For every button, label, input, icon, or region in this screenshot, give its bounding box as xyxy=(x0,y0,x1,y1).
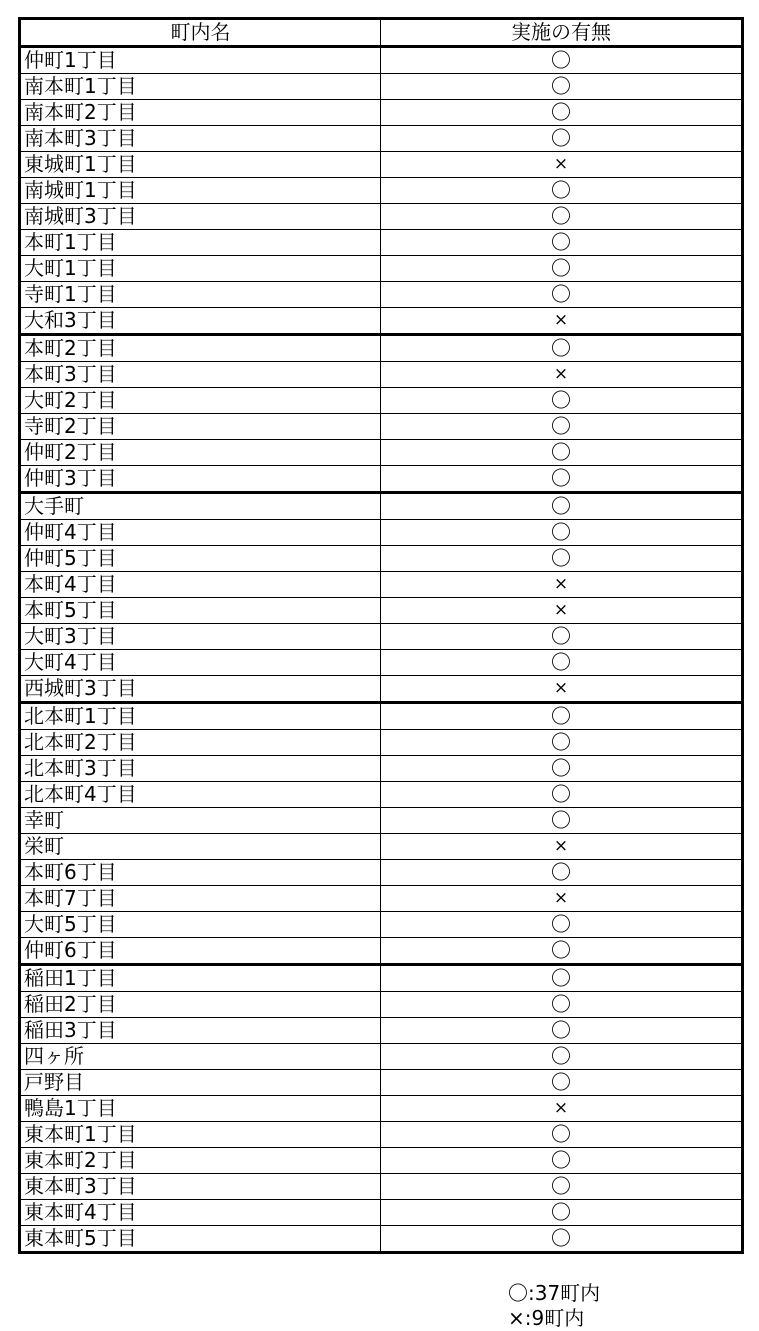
table-row xyxy=(20,1148,743,1174)
table-row xyxy=(20,965,743,992)
implemented-mark: 〇 xyxy=(381,1226,743,1253)
table-row xyxy=(20,1200,743,1226)
implemented-mark: 〇 xyxy=(381,650,743,676)
table-row xyxy=(20,178,743,204)
not-implemented-mark: × xyxy=(381,1096,743,1122)
town-name-cell: 仲町2丁目 xyxy=(20,440,381,466)
table-row xyxy=(20,126,743,152)
table-row xyxy=(20,74,743,100)
table-row xyxy=(20,730,743,756)
implemented-mark: 〇 xyxy=(381,47,743,74)
table-row xyxy=(20,308,743,335)
implemented-mark: 〇 xyxy=(381,912,743,938)
implemented-mark: 〇 xyxy=(381,388,743,414)
implemented-mark: 〇 xyxy=(381,178,743,204)
table-row xyxy=(20,414,743,440)
table-row xyxy=(20,1226,743,1253)
implemented-mark: 〇 xyxy=(381,730,743,756)
implemented-mark: 〇 xyxy=(381,126,743,152)
town-name-cell: 戸野目 xyxy=(20,1070,381,1096)
table-row xyxy=(20,650,743,676)
not-implemented-mark: × xyxy=(381,308,743,335)
town-name-cell: 大町1丁目 xyxy=(20,256,381,282)
table-row xyxy=(20,598,743,624)
town-name-cell: 仲町4丁目 xyxy=(20,520,381,546)
town-name-cell: 幸町 xyxy=(20,808,381,834)
not-implemented-mark: × xyxy=(381,598,743,624)
town-name-cell: 東本町4丁目 xyxy=(20,1200,381,1226)
implemented-mark: 〇 xyxy=(381,546,743,572)
table-row xyxy=(20,466,743,493)
implemented-mark: 〇 xyxy=(381,440,743,466)
implemented-mark: 〇 xyxy=(381,703,743,730)
implemented-mark: 〇 xyxy=(381,1044,743,1070)
implemented-mark: 〇 xyxy=(381,520,743,546)
town-name-cell: 大手町 xyxy=(20,493,381,520)
table-row xyxy=(20,1174,743,1200)
summary-not-implemented-count: ×:9町内 xyxy=(508,1306,585,1330)
town-name-cell: 南城町1丁目 xyxy=(20,178,381,204)
town-name-cell: 寺町1丁目 xyxy=(20,282,381,308)
implemented-mark: 〇 xyxy=(381,1122,743,1148)
table-row xyxy=(20,230,743,256)
implemented-mark: 〇 xyxy=(381,756,743,782)
town-name-cell: 本町1丁目 xyxy=(20,230,381,256)
implemented-mark: 〇 xyxy=(381,1018,743,1044)
implemented-mark: 〇 xyxy=(381,100,743,126)
table-row xyxy=(20,256,743,282)
implemented-mark: 〇 xyxy=(381,414,743,440)
implemented-mark: 〇 xyxy=(381,335,743,362)
town-name-cell: 南城町3丁目 xyxy=(20,204,381,230)
implemented-mark: 〇 xyxy=(381,230,743,256)
town-name-cell: 稲田3丁目 xyxy=(20,1018,381,1044)
town-name-cell: 東本町5丁目 xyxy=(20,1226,381,1253)
town-name-cell: 東本町3丁目 xyxy=(20,1174,381,1200)
table-row xyxy=(20,860,743,886)
table-row xyxy=(20,834,743,860)
not-implemented-mark: × xyxy=(381,886,743,912)
implemented-mark: 〇 xyxy=(381,938,743,965)
table-row xyxy=(20,100,743,126)
table-row xyxy=(20,204,743,230)
table-row xyxy=(20,493,743,520)
table-row xyxy=(20,1044,743,1070)
implemented-mark: 〇 xyxy=(381,256,743,282)
header-town-name: 町内名 xyxy=(20,19,381,47)
town-name-cell: 北本町4丁目 xyxy=(20,782,381,808)
town-implementation-table xyxy=(18,17,744,1254)
town-name-cell: 北本町2丁目 xyxy=(20,730,381,756)
town-name-cell: 東本町1丁目 xyxy=(20,1122,381,1148)
town-name-cell: 本町3丁目 xyxy=(20,362,381,388)
town-name-cell: 東本町2丁目 xyxy=(20,1148,381,1174)
implemented-mark: 〇 xyxy=(381,493,743,520)
town-name-cell: 稲田2丁目 xyxy=(20,992,381,1018)
not-implemented-mark: × xyxy=(381,834,743,860)
implemented-mark: 〇 xyxy=(381,204,743,230)
table-row xyxy=(20,992,743,1018)
town-name-cell: 大町5丁目 xyxy=(20,912,381,938)
table-row xyxy=(20,938,743,965)
table-row xyxy=(20,362,743,388)
table-row xyxy=(20,440,743,466)
town-name-cell: 鴨島1丁目 xyxy=(20,1096,381,1122)
table-row xyxy=(20,808,743,834)
town-name-cell: 南本町1丁目 xyxy=(20,74,381,100)
header-row xyxy=(20,19,743,47)
table-row xyxy=(20,335,743,362)
table-row xyxy=(20,546,743,572)
town-name-cell: 寺町2丁目 xyxy=(20,414,381,440)
table-row xyxy=(20,47,743,74)
not-implemented-mark: × xyxy=(381,676,743,703)
not-implemented-mark: × xyxy=(381,362,743,388)
town-name-cell: 北本町3丁目 xyxy=(20,756,381,782)
town-name-cell: 本町6丁目 xyxy=(20,860,381,886)
implemented-mark: 〇 xyxy=(381,1174,743,1200)
implemented-mark: 〇 xyxy=(381,860,743,886)
implemented-mark: 〇 xyxy=(381,74,743,100)
implemented-mark: 〇 xyxy=(381,808,743,834)
implemented-mark: 〇 xyxy=(381,1200,743,1226)
table-row xyxy=(20,676,743,703)
table-row xyxy=(20,388,743,414)
implemented-mark: 〇 xyxy=(381,466,743,493)
implemented-mark: 〇 xyxy=(381,965,743,992)
summary-implemented-count: 〇:37町内 xyxy=(508,1281,601,1305)
town-name-cell: 大町4丁目 xyxy=(20,650,381,676)
table-row xyxy=(20,152,743,178)
town-name-cell: 仲町5丁目 xyxy=(20,546,381,572)
not-implemented-mark: × xyxy=(381,152,743,178)
table-row xyxy=(20,782,743,808)
town-name-cell: 本町4丁目 xyxy=(20,572,381,598)
town-name-cell: 東城町1丁目 xyxy=(20,152,381,178)
town-name-cell: 四ヶ所 xyxy=(20,1044,381,1070)
table-row xyxy=(20,1070,743,1096)
town-name-cell: 大町2丁目 xyxy=(20,388,381,414)
town-name-cell: 本町5丁目 xyxy=(20,598,381,624)
table-body xyxy=(20,47,743,1253)
not-implemented-mark: × xyxy=(381,572,743,598)
table-row xyxy=(20,703,743,730)
table-row xyxy=(20,520,743,546)
town-name-cell: 北本町1丁目 xyxy=(20,703,381,730)
town-name-cell: 仲町3丁目 xyxy=(20,466,381,493)
town-name-cell: 稲田1丁目 xyxy=(20,965,381,992)
table-row xyxy=(20,912,743,938)
town-name-cell: 仲町6丁目 xyxy=(20,938,381,965)
implemented-mark: 〇 xyxy=(381,782,743,808)
town-name-cell: 西城町3丁目 xyxy=(20,676,381,703)
table-row xyxy=(20,756,743,782)
town-name-cell: 大町3丁目 xyxy=(20,624,381,650)
table-row xyxy=(20,282,743,308)
implemented-mark: 〇 xyxy=(381,992,743,1018)
town-name-cell: 仲町1丁目 xyxy=(20,47,381,74)
town-name-cell: 南本町3丁目 xyxy=(20,126,381,152)
header-implementation: 実施の有無 xyxy=(381,19,743,47)
town-name-cell: 栄町 xyxy=(20,834,381,860)
table-row xyxy=(20,1096,743,1122)
table-row xyxy=(20,1018,743,1044)
table-row xyxy=(20,624,743,650)
town-name-cell: 本町2丁目 xyxy=(20,335,381,362)
town-name-cell: 本町7丁目 xyxy=(20,886,381,912)
town-name-cell: 南本町2丁目 xyxy=(20,100,381,126)
table-row xyxy=(20,572,743,598)
implemented-mark: 〇 xyxy=(381,1148,743,1174)
implemented-mark: 〇 xyxy=(381,282,743,308)
implemented-mark: 〇 xyxy=(381,1070,743,1096)
implemented-mark: 〇 xyxy=(381,624,743,650)
table-row xyxy=(20,886,743,912)
town-name-cell: 大和3丁目 xyxy=(20,308,381,335)
table-row xyxy=(20,1122,743,1148)
